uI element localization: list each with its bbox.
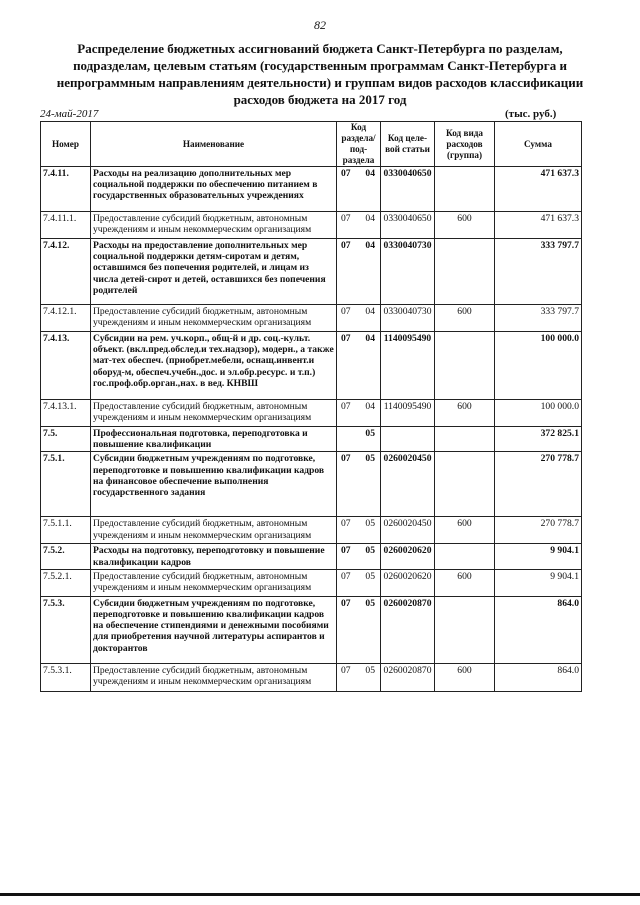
row-article-code: 1140095490 bbox=[381, 400, 435, 427]
table-row bbox=[41, 332, 582, 400]
row-number: 7.5.1.1. bbox=[41, 517, 91, 544]
row-number: 7.5.2. bbox=[41, 544, 91, 569]
row-razdel: 07 bbox=[341, 570, 351, 582]
row-sum: 100 000.0 bbox=[495, 332, 582, 400]
budget-table bbox=[40, 121, 582, 692]
bottom-border bbox=[0, 893, 640, 896]
row-article-code: 0330040730 bbox=[381, 239, 435, 305]
row-razdel: 07 bbox=[341, 597, 351, 609]
row-sum: 333 797.7 bbox=[495, 239, 582, 305]
table-row bbox=[41, 305, 582, 332]
table-row bbox=[41, 569, 582, 596]
table-row bbox=[41, 212, 582, 239]
table-row bbox=[41, 544, 582, 569]
row-expense-type-code bbox=[435, 452, 495, 517]
row-podrazdel: 05 bbox=[365, 453, 375, 465]
row-name: Расходы на подготовку, переподготовку и повышение квалификации кадров bbox=[91, 544, 337, 569]
row-podrazdel: 05 bbox=[365, 664, 375, 676]
row-section-code bbox=[337, 167, 381, 212]
header-section-code: Код раздела/ под- раздела bbox=[337, 122, 381, 167]
row-podrazdel: 04 bbox=[365, 213, 375, 224]
header-sum: Сумма bbox=[495, 122, 582, 167]
row-article-code: 0260020450 bbox=[381, 452, 435, 517]
row-name: Расходы на предоставление дополнительных мер социальной поддержки детям-сиротам и детям, оставшимся без попечения родителей, и лицам из числа детей-сирот и детей, оставшихся без попечения родителей bbox=[91, 239, 337, 305]
row-section-code bbox=[337, 400, 381, 427]
row-article-code bbox=[381, 427, 435, 452]
row-section-code bbox=[337, 305, 381, 332]
row-name: Предоставление субсидий бюджетным, автономным учреждениям и иным некоммерческим организациям bbox=[91, 400, 337, 427]
row-expense-type-code: 600 bbox=[435, 305, 495, 332]
row-article-code: 0330040650 bbox=[381, 212, 435, 239]
table-row bbox=[41, 239, 582, 305]
row-podrazdel: 04 bbox=[365, 306, 375, 317]
row-article-code: 0260020620 bbox=[381, 544, 435, 569]
row-podrazdel: 04 bbox=[365, 333, 375, 344]
row-expense-type-code bbox=[435, 544, 495, 569]
row-article-code: 0330040650 bbox=[381, 167, 435, 212]
table-row bbox=[41, 167, 582, 212]
row-name: Предоставление субсидий бюджетным, автономным учреждениям и иным некоммерческим организациям bbox=[91, 569, 337, 596]
row-number: 7.5.1. bbox=[41, 452, 91, 517]
row-sum: 9 904.1 bbox=[495, 569, 582, 596]
table-row bbox=[41, 427, 582, 452]
row-number: 7.4.12. bbox=[41, 239, 91, 305]
row-razdel: 07 bbox=[341, 401, 351, 412]
row-name: Профессиональная подготовка, переподготовка и повышение квалификации bbox=[91, 427, 337, 452]
table-row bbox=[41, 517, 582, 544]
row-expense-type-code bbox=[435, 596, 495, 663]
row-podrazdel: 05 bbox=[365, 597, 375, 609]
row-expense-type-code bbox=[435, 332, 495, 400]
row-sum: 333 797.7 bbox=[495, 305, 582, 332]
row-razdel: 07 bbox=[341, 333, 351, 344]
row-sum: 471 637.3 bbox=[495, 167, 582, 212]
document-title: Распределение бюджетных ассигнований бюджета Санкт-Петербурга по разделам, подразделам, целевым статьям (государственным программам Санкт-Петербурга и непрограммным направлениям деятельности) и группам видов расходов классификации расходов бюджета на 2017 год bbox=[56, 41, 584, 107]
row-podrazdel: 05 bbox=[365, 518, 375, 530]
row-number: 7.5. bbox=[41, 427, 91, 452]
row-section-code bbox=[337, 569, 381, 596]
row-expense-type-code bbox=[435, 239, 495, 305]
row-expense-type-code: 600 bbox=[435, 569, 495, 596]
row-number: 7.4.13.1. bbox=[41, 400, 91, 427]
row-section-code bbox=[337, 663, 381, 691]
row-article-code: 0260020870 bbox=[381, 596, 435, 663]
row-name: Расходы на реализацию дополнительных мер социальной поддержки по обеспечению питанием в государственных образовательных учреждениях bbox=[91, 167, 337, 212]
row-section-code bbox=[337, 517, 381, 544]
row-razdel: 07 bbox=[341, 545, 351, 557]
row-article-code: 0260020870 bbox=[381, 663, 435, 691]
row-razdel: 07 bbox=[341, 518, 351, 530]
row-name: Субсидии на рем. уч.корп., общ-й и др. соц.-культ. объект. (вкл.пред.обслед.и тех.надзор), модерн., а также мат-тех обеспеч. (приобрет.мебели, оснащ.инвент.и оборуд-м, обеспеч.учебн.,доc. и эл.обр.ресурс. и т.п.) гос.проф.обр.орган.,нах. в вед. КНВШ bbox=[91, 332, 337, 400]
row-expense-type-code: 600 bbox=[435, 212, 495, 239]
row-expense-type-code: 600 bbox=[435, 400, 495, 427]
row-expense-type-code bbox=[435, 167, 495, 212]
table-body bbox=[41, 167, 582, 692]
row-section-code bbox=[337, 544, 381, 569]
row-number: 7.4.11.1. bbox=[41, 212, 91, 239]
page-number: 82 bbox=[314, 18, 326, 32]
table-row bbox=[41, 400, 582, 427]
header-number: Номер bbox=[41, 122, 91, 167]
row-number: 7.4.13. bbox=[41, 332, 91, 400]
row-razdel: 07 bbox=[341, 664, 351, 676]
table-row bbox=[41, 452, 582, 517]
row-section-code bbox=[337, 212, 381, 239]
document-date: 24-май-2017 bbox=[40, 108, 99, 120]
row-razdel: 07 bbox=[341, 453, 351, 465]
row-section-code bbox=[337, 452, 381, 517]
row-article-code: 0260020620 bbox=[381, 569, 435, 596]
row-section-code bbox=[337, 596, 381, 663]
row-number: 7.4.11. bbox=[41, 167, 91, 212]
row-name: Субсидии бюджетным учреждениям по подготовке, переподготовке и повышению квалификации кадров на финансовое обеспечение выполнения государственного задания bbox=[91, 452, 337, 517]
row-name: Предоставление субсидий бюджетным, автономным учреждениям и иным некоммерческим организациям bbox=[91, 663, 337, 691]
row-expense-type-code: 600 bbox=[435, 517, 495, 544]
row-sum: 9 904.1 bbox=[495, 544, 582, 569]
row-sum: 471 637.3 bbox=[495, 212, 582, 239]
row-article-code: 0330040730 bbox=[381, 305, 435, 332]
row-sum: 270 778.7 bbox=[495, 452, 582, 517]
row-name: Субсидии бюджетным учреждениям по подготовке, переподготовке и повышению квалификации кадров на обеспечение стипендиями и денежными пособиями для приобретения научной литературы аспирантов и докторантов bbox=[91, 596, 337, 663]
row-sum: 372 825.1 bbox=[495, 427, 582, 452]
row-number: 7.4.12.1. bbox=[41, 305, 91, 332]
row-number: 7.5.2.1. bbox=[41, 569, 91, 596]
row-expense-type-code bbox=[435, 427, 495, 452]
row-podrazdel: 05 bbox=[365, 570, 375, 582]
table-row bbox=[41, 596, 582, 663]
row-razdel: 07 bbox=[341, 306, 351, 317]
table-row bbox=[41, 663, 582, 691]
header-article-code: Код целе- вой статьи bbox=[381, 122, 435, 167]
row-podrazdel: 04 bbox=[365, 168, 375, 179]
units-label: (тыс. руб.) bbox=[505, 108, 557, 120]
row-sum: 100 000.0 bbox=[495, 400, 582, 427]
row-name: Предоставление субсидий бюджетным, автономным учреждениям и иным некоммерческим организациям bbox=[91, 305, 337, 332]
row-podrazdel: 05 bbox=[365, 428, 375, 439]
row-name: Предоставление субсидий бюджетным, автономным учреждениям и иным некоммерческим организациям bbox=[91, 517, 337, 544]
row-sum: 864.0 bbox=[495, 663, 582, 691]
row-razdel: 07 bbox=[341, 240, 351, 251]
header-name: Наименование bbox=[91, 122, 337, 167]
row-number: 7.5.3.1. bbox=[41, 663, 91, 691]
row-name: Предоставление субсидий бюджетным, автономным учреждениям и иным некоммерческим организациям bbox=[91, 212, 337, 239]
row-expense-type-code: 600 bbox=[435, 663, 495, 691]
row-podrazdel: 04 bbox=[365, 401, 375, 412]
row-razdel: 07 bbox=[341, 213, 351, 224]
row-section-code bbox=[337, 239, 381, 305]
row-article-code: 0260020450 bbox=[381, 517, 435, 544]
table-header-row bbox=[41, 122, 582, 167]
row-section-code bbox=[337, 332, 381, 400]
header-expense-type-code: Код вида расходов (группа) bbox=[435, 122, 495, 167]
row-podrazdel: 05 bbox=[365, 545, 375, 557]
row-number: 7.5.3. bbox=[41, 596, 91, 663]
row-razdel: 07 bbox=[341, 168, 351, 179]
row-sum: 270 778.7 bbox=[495, 517, 582, 544]
row-section-code bbox=[337, 427, 381, 452]
row-article-code: 1140095490 bbox=[381, 332, 435, 400]
row-podrazdel: 04 bbox=[365, 240, 375, 251]
row-sum: 864.0 bbox=[495, 596, 582, 663]
